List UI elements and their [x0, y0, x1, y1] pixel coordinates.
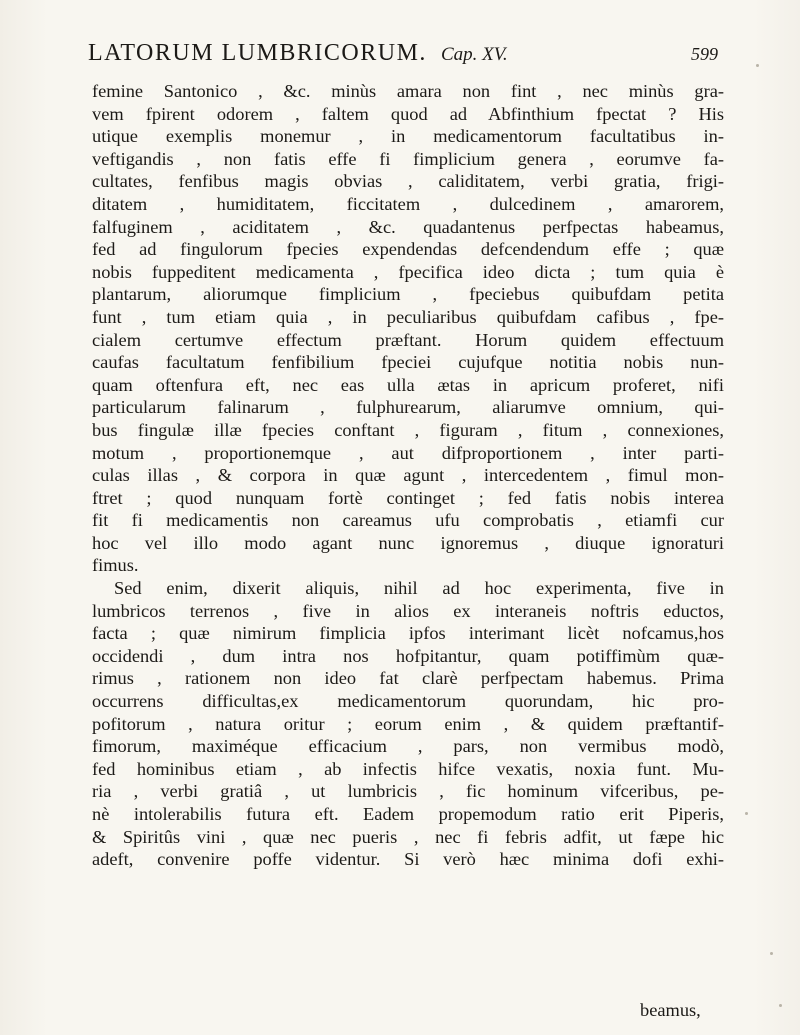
- text-line: nè intolerabilis futura eft. Eadem propemodum ratio erit Piperis,: [92, 804, 724, 824]
- text-line: pofitorum , natura oritur ; eorum enim , & quidem præftantif-: [92, 713, 724, 734]
- text-line: cialem certumve effectum præftant. Horum quidem effectuum: [92, 329, 724, 350]
- text-line: adeft, convenire poffe videntur. Si verò hæc minima dofi exhi-: [92, 849, 724, 870]
- text-line: nobis fuppeditent medicamenta , fpecifica ideo dicta ; tum quia è: [92, 261, 724, 282]
- text-line: veftigandis , non fatis effe fi fimplicium genera , eorumve fa-: [92, 148, 724, 169]
- text-line: particularum falinarum , fulphurearum, aliarumve omnium, qui-: [92, 397, 724, 418]
- page-number: 599: [691, 44, 718, 64]
- paper-speck: [770, 952, 773, 955]
- paper-speck: [745, 812, 748, 815]
- text-line: motum , proportionemque , aut difproportionem , inter parti-: [92, 442, 724, 463]
- text-line: fimorum, maximéque efficacium , pars, non vermibus modò,: [92, 736, 724, 757]
- running-head: [88, 40, 718, 74]
- running-title: LATORUM LUMBRICORUM.: [88, 40, 427, 66]
- text-line: femine Santonico , &c. minùs amara non fint , nec minùs gra-: [92, 81, 724, 101]
- text-line: Sed enim, dixerit aliquis, nihil ad hoc experimenta, five in: [114, 578, 724, 599]
- text-line: quam oftenfura eft, nec eas ulla ætas in apricum proferet, nifi: [92, 374, 724, 395]
- text-line: facta ; quæ nimirum fimplicia ipfos interimant licèt nofcamus,hos: [92, 623, 724, 644]
- text-line: ftret ; quod nunquam fortè continget ; fed fatis nobis interea: [92, 487, 724, 508]
- text-line: rimus , rationem non ideo fat clarè perfpectam habemus. Prima: [92, 668, 724, 689]
- paper-speck: [779, 1004, 782, 1007]
- body-text: [92, 80, 724, 871]
- text-line: fit fi medicamentis non careamus ufu comprobatis , etiamfi cur: [92, 510, 724, 531]
- text-line: fed hominibus etiam , ab infectis hifce vexatis, noxia funt. Mu-: [92, 758, 724, 779]
- text-line: vem fpirent odorem , faltem quod ad Abfinthium fpectat ? His: [92, 103, 724, 124]
- text-line: cultates, fenfibus magis obvias , caliditatem, verbi gratia, frigi-: [92, 171, 724, 192]
- text-line: occurrens difficultas,ex medicamentorum quorundam, hic pro-: [92, 691, 724, 712]
- text-line: hoc vel illo modo agant nunc ignoremus , diuque ignoraturi: [92, 532, 724, 553]
- text-line: plantarum, aliorumque fimplicium , fpeciebus quibufdam petita: [92, 284, 724, 305]
- text-line: ditatem , humiditatem, ficcitatem , dulcedinem , amarorem,: [92, 193, 724, 214]
- text-line: ria , verbi gratiâ , ut lumbricis , fic hominum vifceribus, pe-: [92, 781, 724, 802]
- catchword: beamus,: [640, 1000, 701, 1020]
- text-line: & Spiritûs vini , quæ nec pueris , nec fi febris adfit, ut fæpe hic: [92, 826, 724, 847]
- text-line: occidendi , dum intra nos hofpitantur, quam potiffimùm quæ-: [92, 645, 724, 666]
- text-line: fimus.: [92, 555, 139, 576]
- text-line: bus fingulæ illæ fpecies conftant , figuram , fitum , connexiones,: [92, 419, 724, 440]
- paper-speck: [756, 64, 759, 67]
- text-line: caufas facultatum fenfibilium fpeciei cujufque notitia nobis nun-: [92, 352, 724, 373]
- text-line: fed ad fingulorum fpecies expendendas defcendendum effe ; quæ: [92, 239, 724, 260]
- text-line: funt , tum etiam quia , in peculiaribus quibufdam cafibus , fpe-: [92, 306, 724, 327]
- text-line: culas illas , & corpora in quæ agunt , intercedentem , fimul mon-: [92, 465, 724, 486]
- text-line: falfuginem , aciditatem , &c. quadantenus perfpectas habeamus,: [92, 216, 724, 237]
- text-line: lumbricos terrenos , five in alios ex interaneis noftris eductos,: [92, 600, 724, 621]
- chapter-reference: Cap. XV.: [440, 44, 508, 65]
- text-line: utique exemplis monemur , in medicamentorum facultatibus in-: [92, 126, 724, 147]
